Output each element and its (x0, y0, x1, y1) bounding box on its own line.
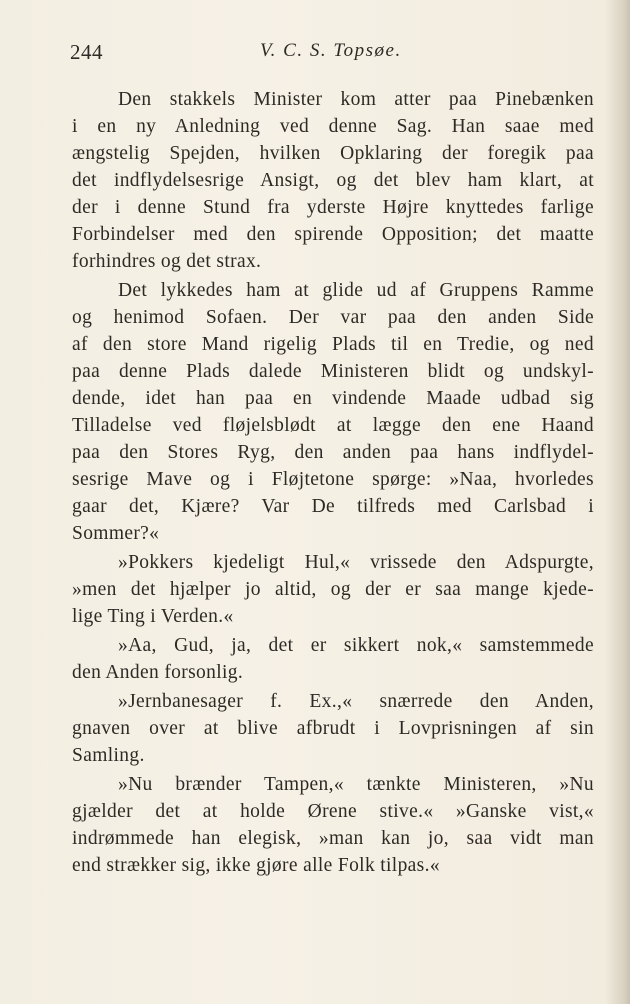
text-line: Samling. (72, 745, 145, 766)
page-number: 244 (70, 40, 103, 64)
text-line: Forbindelser med den spirende Opposition; det maatte (72, 224, 594, 245)
text-line: gnaven over at blive afbrudt i Lovprisningen af sin (72, 718, 594, 739)
text-line: det indflydelsesrige Ansigt, og det blev ham klart, at (72, 170, 594, 191)
text-line: Tilladelse ved fløjelsblødt at lægge den ene Haand (72, 415, 594, 436)
text-line: »Pokkers kjedeligt Hul,« vrissede den Adspurgte, (118, 552, 594, 573)
text-line: Den stakkels Minister kom atter paa Pinebænken (118, 89, 594, 110)
text-line: sesrige Mave og i Fløjtetone spørge: »Naa, hvorledes (72, 469, 594, 490)
text-line: og henimod Sofaen. Der var paa den anden Side (72, 307, 594, 328)
text-line: »Aa, Gud, ja, det er sikkert nok,« samstemmede (118, 635, 594, 656)
paragraph (72, 771, 594, 879)
paragraph (72, 277, 594, 547)
text-line: Det lykkedes ham at glide ud af Gruppens Ramme (118, 280, 594, 301)
running-head: V. C. S. Topsøe. (260, 40, 402, 61)
text-line: indrømmede han elegisk, »man kan jo, saa vidt man (72, 828, 594, 849)
text-line: den Anden forsonlig. (72, 662, 244, 683)
text-line: lige Ting i Verden.« (72, 606, 234, 627)
text-line: end strækker sig, ikke gjøre alle Folk tilpas.« (72, 855, 440, 876)
paragraph (72, 688, 594, 769)
text-line: paa denne Plads dalede Ministeren blidt og undskyl- (72, 361, 594, 382)
text-line: gaar det, Kjære? Var De tilfreds med Carlsbad i (72, 496, 594, 517)
text-line: »Jernbanesager f. Ex.,« snærrede den Anden, (118, 691, 594, 712)
text-line: ængstelig Spejden, hvilken Opklaring der foregik paa (72, 143, 594, 164)
page-header (70, 40, 600, 70)
text-line: der i denne Stund fra yderste Højre knyttedes farlige (72, 197, 594, 218)
text-line: »men det hjælper jo altid, og der er saa mange kjede- (72, 579, 594, 600)
text-line: i en ny Anledning ved denne Sag. Han saae med (72, 116, 594, 137)
text-line: dende, idet han paa en vindende Maade udbad sig (72, 388, 594, 409)
paragraph (72, 549, 594, 630)
text-line: af den store Mand rigelig Plads til en Tredie, og ned (72, 334, 594, 355)
paragraph (72, 632, 594, 686)
text-line: forhindres og det strax. (72, 251, 262, 272)
text-line: »Nu brænder Tampen,« tænkte Ministeren, »Nu (118, 774, 594, 795)
text-line: paa den Stores Ryg, den anden paa hans indflydel- (72, 442, 594, 463)
paragraph (72, 86, 594, 275)
text-line: Sommer?« (72, 523, 160, 544)
text-line: gjælder det at holde Ørene stive.« »Ganske vist,« (72, 801, 594, 822)
body-text (72, 86, 594, 881)
